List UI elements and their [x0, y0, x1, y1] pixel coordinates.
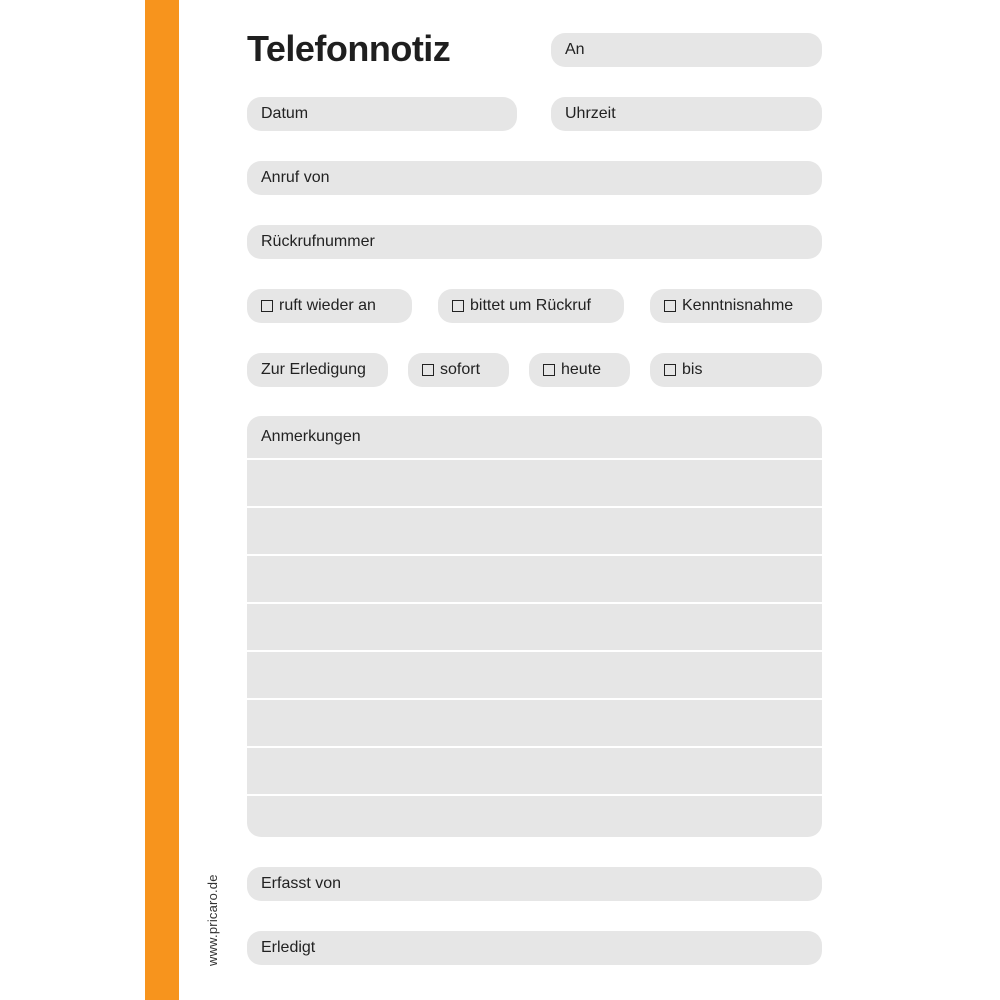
zur-erledigung-field: [247, 353, 388, 387]
datum-label: Datum: [261, 105, 309, 122]
erledigt-label: Erledigt: [261, 939, 316, 956]
checkbox-icon[interactable]: [664, 300, 676, 312]
anruf-von-field[interactable]: [247, 161, 822, 195]
kenntnisnahme-label: Kenntnisnahme: [682, 297, 794, 314]
erledigt-field[interactable]: [247, 931, 822, 965]
note-line[interactable]: [247, 506, 822, 554]
bis-option[interactable]: [650, 353, 822, 387]
note-line[interactable]: [247, 602, 822, 650]
bis-label: bis: [682, 361, 703, 378]
anmerkungen-header: [247, 416, 822, 458]
checkbox-icon[interactable]: [452, 300, 464, 312]
note-line[interactable]: [247, 794, 822, 837]
website-url: www.pricaro.de: [205, 874, 220, 966]
anmerkungen-label: Anmerkungen: [261, 428, 361, 445]
form-title: Telefonnotiz: [247, 28, 451, 69]
note-line[interactable]: [247, 746, 822, 794]
orange-side-stripe: [145, 0, 179, 1000]
checkbox-icon[interactable]: [664, 364, 676, 376]
an-label: An: [565, 41, 585, 58]
note-line[interactable]: [247, 554, 822, 602]
note-line[interactable]: [247, 458, 822, 506]
note-line[interactable]: [247, 698, 822, 746]
checkbox-icon[interactable]: [543, 364, 555, 376]
erfasst-von-label: Erfasst von: [261, 875, 342, 892]
rueckrufnummer-field[interactable]: [247, 225, 822, 259]
ruft-wieder-an-option[interactable]: [247, 289, 412, 323]
bittet-um-rueckruf-label: bittet um Rückruf: [470, 297, 591, 314]
checkbox-icon[interactable]: [261, 300, 273, 312]
kenntnisnahme-option[interactable]: [650, 289, 822, 323]
anruf-von-label: Anruf von: [261, 169, 330, 186]
bittet-um-rueckruf-option[interactable]: [438, 289, 624, 323]
sofort-option[interactable]: [408, 353, 509, 387]
an-field[interactable]: [551, 33, 822, 67]
sofort-label: sofort: [440, 361, 481, 378]
datum-field[interactable]: [247, 97, 517, 131]
heute-option[interactable]: [529, 353, 630, 387]
uhrzeit-label: Uhrzeit: [565, 105, 616, 122]
uhrzeit-field[interactable]: [551, 97, 822, 131]
zur-erledigung-label: Zur Erledigung: [261, 361, 366, 378]
anmerkungen-area[interactable]: [247, 416, 822, 837]
erfasst-von-field[interactable]: [247, 867, 822, 901]
rueckrufnummer-label: Rückrufnummer: [261, 233, 375, 250]
heute-label: heute: [561, 361, 602, 378]
checkbox-icon[interactable]: [422, 364, 434, 376]
ruft-wieder-an-label: ruft wieder an: [279, 297, 376, 314]
note-line[interactable]: [247, 650, 822, 698]
